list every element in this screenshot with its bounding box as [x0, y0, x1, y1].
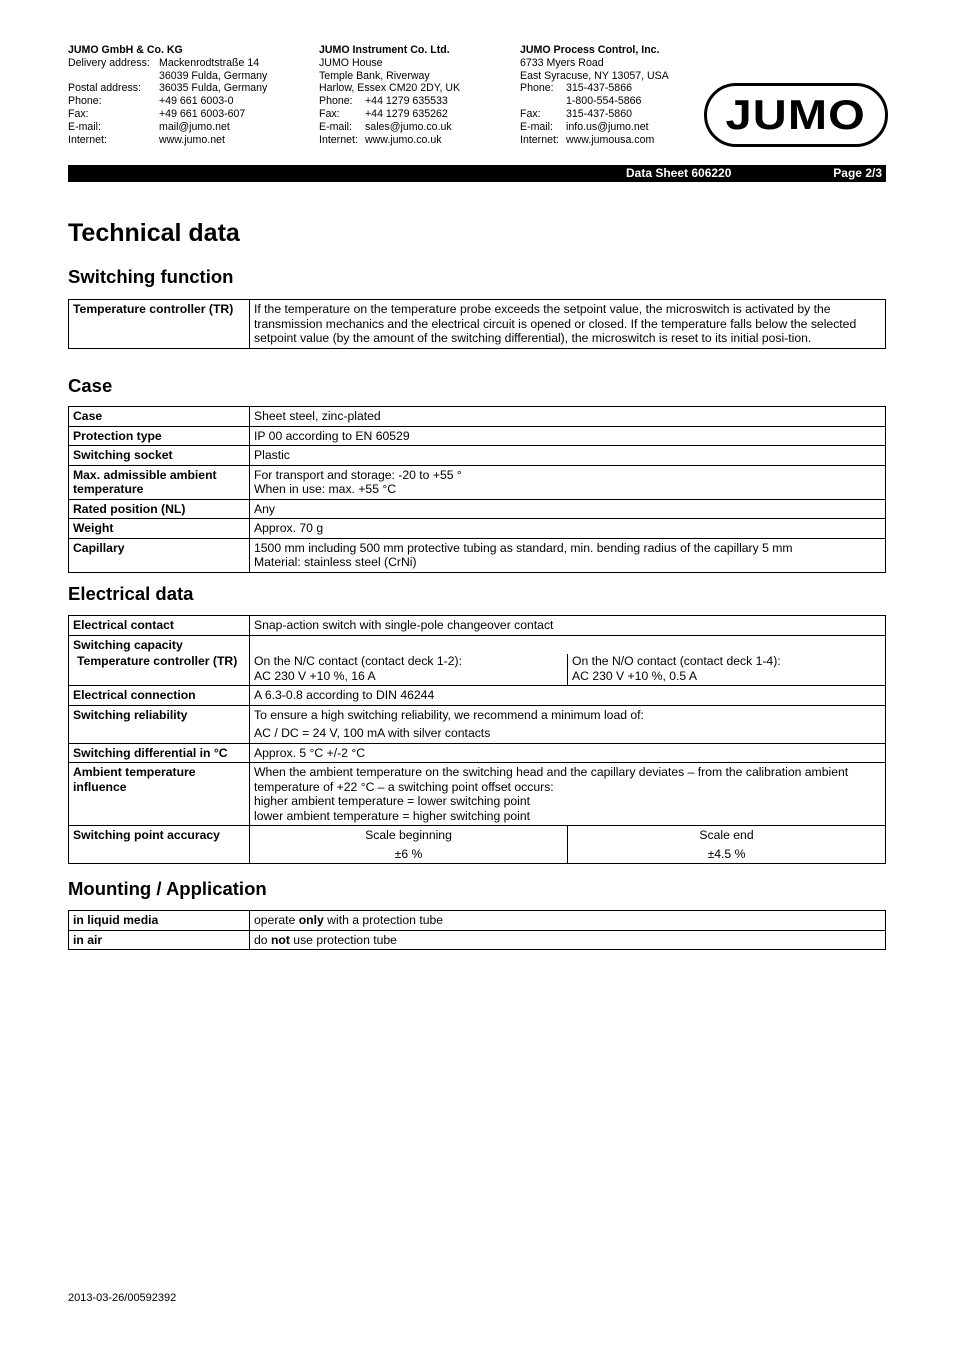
- row-label: Switching reliability: [69, 705, 250, 743]
- table-row: [69, 826, 886, 864]
- value-line: On the N/C contact (contact deck 1-2):: [254, 654, 462, 668]
- table-row: [69, 407, 886, 427]
- scale-beginning-cell: [250, 826, 568, 864]
- row-value: Approx. 5 °C +/-2 °C: [250, 743, 886, 763]
- address-line: East Syracuse, NY 13057, USA: [520, 69, 669, 82]
- scale-beginning-label: Scale beginning: [365, 828, 452, 842]
- row-label: Weight: [69, 519, 250, 539]
- value-line: lower ambient temperature = higher switching point: [254, 808, 531, 823]
- section-heading-mounting: Mounting / Application: [68, 878, 267, 899]
- table-row: [69, 616, 886, 636]
- table-row: [69, 538, 886, 572]
- row-label: Switching differential in °C: [69, 743, 250, 763]
- address-line: Harlow, Essex CM20 2DY, UK: [319, 82, 461, 95]
- value-line: To ensure a high switching reliability, we recommend a minimum load of:: [254, 707, 644, 722]
- company-name: JUMO GmbH & Co. KG: [68, 44, 183, 56]
- value-line: AC 230 V +10 %, 16 A: [254, 668, 376, 683]
- table-row: [69, 300, 886, 349]
- table-row: [69, 635, 886, 654]
- phone-label: [520, 95, 566, 108]
- table-row: [69, 705, 886, 743]
- address-value: 36035 Fulda, Germany: [159, 82, 268, 95]
- internet-label: Internet:: [520, 133, 559, 146]
- scale-end-cell: [568, 826, 886, 864]
- table-row: [69, 763, 886, 826]
- company-name: JUMO Process Control, Inc.: [520, 44, 660, 56]
- table-row: [69, 499, 886, 519]
- row-value: [250, 538, 886, 572]
- row-value: [250, 930, 886, 950]
- row-label: Rated position (NL): [69, 499, 250, 519]
- row-label: Switching socket: [69, 446, 250, 466]
- case-table: [68, 406, 886, 573]
- no-contact-value: [568, 654, 886, 686]
- row-label: Electrical connection: [69, 686, 250, 706]
- row-label: Case: [69, 407, 250, 427]
- row-value: [250, 705, 886, 743]
- nc-contact-value: [250, 654, 568, 686]
- value-emphasis: not: [270, 932, 290, 947]
- scale-end-label: Scale end: [699, 828, 754, 842]
- email-value: info.us@jumo.net: [566, 120, 649, 133]
- data-sheet-bar: [68, 165, 886, 182]
- row-value: A 6.3-0.8 according to DIN 46244: [250, 686, 886, 706]
- row-label: Temperature controller (TR): [69, 300, 250, 349]
- table-row: [69, 686, 886, 706]
- company-name: JUMO Instrument Co. Ltd.: [319, 44, 450, 56]
- table-row: [69, 519, 886, 539]
- phone-value: 1-800-554-5866: [566, 95, 642, 108]
- row-value: IP 00 according to EN 60529: [250, 426, 886, 446]
- internet-value: www.jumo.co.uk: [365, 133, 442, 146]
- switching-function-table: [68, 299, 886, 349]
- value-line: 1500 mm including 500 mm protective tubing as standard, min. bending radius of the capillary 5 mm: [254, 540, 793, 555]
- fax-value: 315-437-5860: [566, 107, 632, 120]
- value-line: Material: stainless steel (CrNi): [254, 555, 417, 569]
- table-row: [69, 426, 886, 446]
- phone-label: Phone:: [319, 95, 353, 108]
- address-label: [68, 70, 159, 83]
- phone-label: Phone:: [68, 95, 102, 108]
- section-heading-switching-function: Switching function: [68, 266, 234, 287]
- phone-value: +44 1279 635533: [365, 95, 448, 108]
- table-row: [69, 446, 886, 466]
- row-sub-label: Temperature controller (TR): [69, 654, 250, 686]
- document-footer: 2013-03-26/00592392: [68, 1292, 177, 1304]
- fax-label: Fax:: [319, 107, 340, 120]
- company-address-germany: [68, 44, 267, 146]
- internet-label: Internet:: [68, 133, 107, 146]
- address-line: 6733 Myers Road: [520, 56, 604, 69]
- jumo-logo: [704, 83, 888, 147]
- value-text: use protection tube: [289, 932, 397, 947]
- row-label: in air: [69, 930, 250, 950]
- electrical-data-table: [68, 615, 886, 864]
- value-emphasis: only: [298, 913, 324, 927]
- row-label: Max. admissible ambient temperature: [69, 465, 250, 499]
- row-value: If the temperature on the temperature probe exceeds the setpoint value, the microswitch is activated by the transmission mechanics and the electrical circuit is opened or closed. If the temperature falls below the selected setpoint value (by the amount of the switching differential), the microswitch is reset to its initial posi-tion.: [250, 300, 886, 349]
- row-label: Electrical contact: [69, 616, 250, 636]
- email-value: sales@jumo.co.uk: [365, 120, 452, 133]
- internet-label: Internet:: [319, 133, 358, 146]
- table-row: [69, 911, 886, 931]
- table-row: [69, 930, 886, 950]
- value-line: When the ambient temperature on the switching head and the capillary deviates – from the calibration ambient: [254, 765, 849, 779]
- row-label: Switching capacity: [69, 635, 250, 654]
- value-text: with a protection tube: [323, 913, 444, 927]
- value-line: On the N/O contact (contact deck 1-4):: [572, 654, 781, 668]
- row-value: [250, 911, 886, 931]
- address-value: Mackenrodtstraße 14: [159, 56, 260, 69]
- fax-value: +49 661 6003-607: [159, 107, 246, 120]
- row-label: Ambient temperature influence: [69, 763, 250, 826]
- internet-value: www.jumousa.com: [566, 133, 655, 146]
- value-line: higher ambient temperature = lower switching point: [254, 794, 531, 808]
- value-line: temperature of +22 °C – a switching point offset occurs:: [254, 779, 554, 794]
- row-value: Approx. 70 g: [250, 519, 886, 539]
- mounting-table: [68, 910, 886, 950]
- phone-label: Phone:: [520, 82, 554, 95]
- company-address-uk: [319, 44, 460, 146]
- address-value: 36039 Fulda, Germany: [159, 69, 268, 82]
- company-address-usa: [520, 44, 669, 146]
- row-value: Plastic: [250, 446, 886, 466]
- address-label: Delivery address:: [68, 56, 150, 69]
- value-line: AC 230 V +10 %, 0.5 A: [572, 668, 698, 683]
- email-label: E-mail:: [520, 120, 553, 133]
- email-label: E-mail:: [68, 120, 101, 133]
- data-sheet-number: Data Sheet 606220: [626, 166, 732, 180]
- value-line: AC / DC = 24 V, 100 mA with silver contacts: [254, 726, 491, 740]
- phone-value: +49 661 6003-0: [159, 95, 234, 108]
- phone-value: 315-437-5866: [566, 82, 632, 95]
- logo-text: JUMO: [725, 91, 867, 138]
- table-row: [69, 743, 886, 763]
- fax-value: +44 1279 635262: [365, 107, 448, 120]
- section-heading-case: Case: [68, 375, 113, 396]
- address-line: JUMO House: [319, 56, 383, 69]
- address-label: Postal address:: [68, 82, 142, 95]
- row-value-empty: [250, 635, 886, 654]
- email-label: E-mail:: [319, 120, 352, 133]
- row-value: Sheet steel, zinc-plated: [250, 407, 886, 427]
- email-value: mail@jumo.net: [159, 120, 230, 133]
- scale-beginning-value: ±6 %: [394, 846, 423, 861]
- scale-end-value: ±4.5 %: [707, 846, 746, 861]
- internet-value: www.jumo.net: [159, 133, 225, 146]
- value-line: When in use: max. +55 °C: [254, 482, 397, 496]
- row-label: in liquid media: [69, 911, 250, 931]
- fax-label: Fax:: [520, 107, 541, 120]
- address-line: Temple Bank, Riverway: [319, 69, 430, 82]
- value-line: For transport and storage: -20 to +55 °: [254, 467, 462, 482]
- row-value: [250, 465, 886, 499]
- page-number: Page 2/3: [833, 166, 882, 180]
- row-value: Snap-action switch with single-pole changeover contact: [250, 616, 886, 636]
- value-text: operate: [254, 913, 299, 927]
- row-label: Protection type: [69, 426, 250, 446]
- row-value: [250, 763, 886, 826]
- fax-label: Fax:: [68, 107, 89, 120]
- table-row: [69, 465, 886, 499]
- value-text: do: [254, 932, 271, 947]
- page-title: Technical data: [68, 219, 240, 247]
- row-label: Switching point accuracy: [69, 826, 250, 864]
- row-value: Any: [250, 499, 886, 519]
- section-heading-electrical-data: Electrical data: [68, 583, 194, 604]
- row-label: Capillary: [69, 538, 250, 572]
- table-row: [69, 654, 886, 686]
